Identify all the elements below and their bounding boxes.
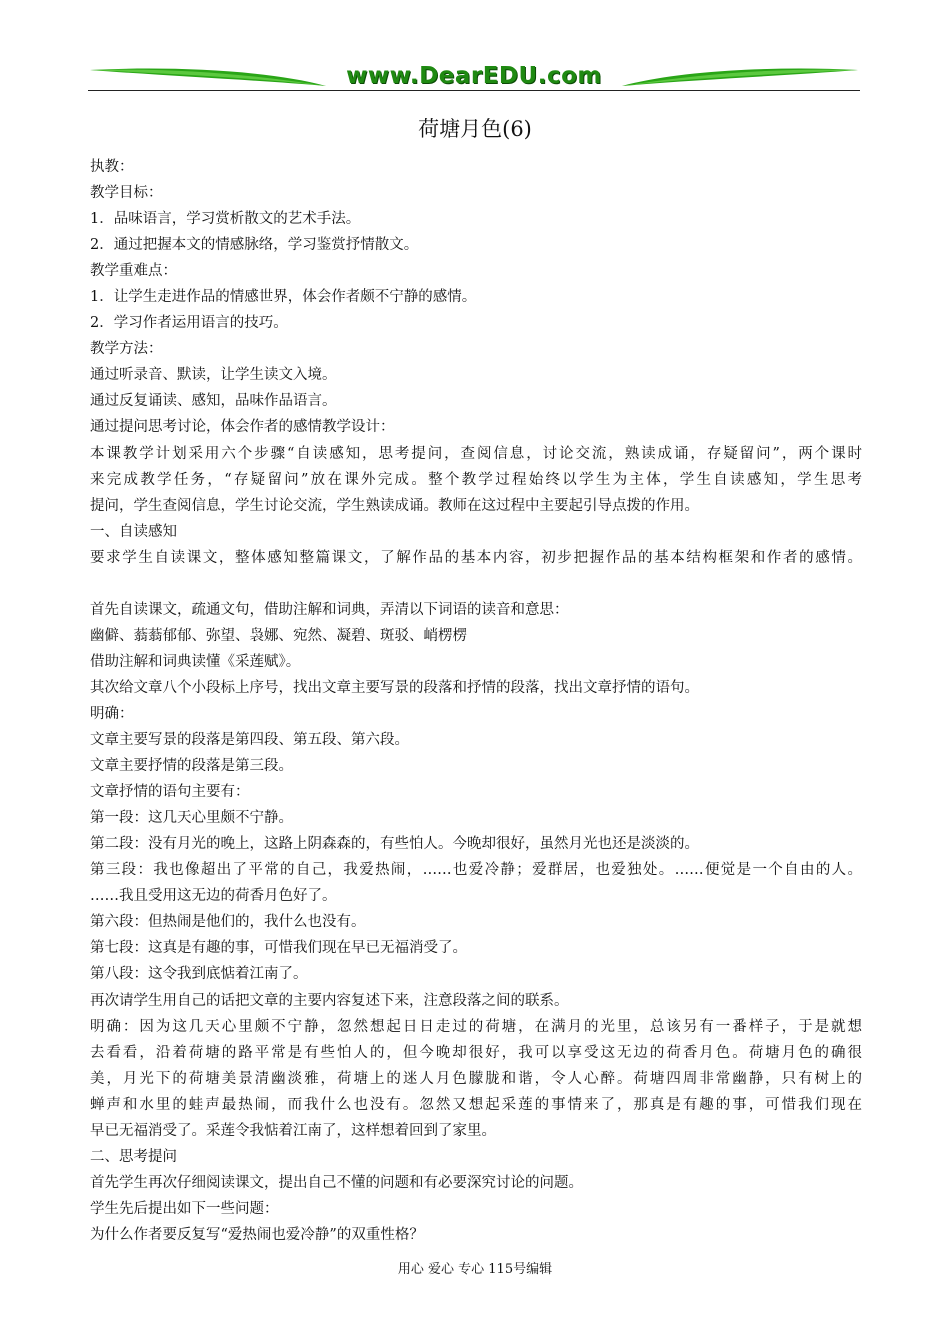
text-line: 为什么作者要反复写“爱热闹也爱冷静”的双重性格？ bbox=[90, 1226, 424, 1243]
text-line: 早已无福消受了。采莲令我惦着江南了，这样想着回到了家里。 bbox=[90, 1122, 496, 1139]
text-line: 美，月光下的荷塘美景清幽淡雅，荷塘上的迷人月色朦胧和谐，令人心醉。荷塘四周非常幽静，只有树上的 bbox=[90, 1070, 862, 1087]
text-line bbox=[90, 571, 862, 597]
text-line: 提问，学生查阅信息，学生讨论交流，学生熟读成诵。教师在这过程中主要起引导点拨的作用。 bbox=[90, 497, 699, 514]
document-body bbox=[90, 154, 862, 1248]
text-line: 文章主要写景的段落是第四段、第五段、第六段。 bbox=[90, 732, 409, 749]
site-logo: www.DearEDU.com bbox=[346, 63, 602, 89]
text-line: 通过反复诵读、感知，品味作品语言。 bbox=[90, 393, 337, 410]
text-line: 通过提问思考讨论，体会作者的感情教学设计： bbox=[90, 419, 395, 436]
text-line: 蝉声和水里的蛙声最热闹，而我什么也没有。忽然又想起采莲的事情来了，那真是有趣的事，可惜我们现在 bbox=[90, 1096, 862, 1113]
text-line: 2．通过把握本文的情感脉络，学习鉴赏抒情散文。 bbox=[90, 237, 419, 254]
text-line: 教学目标： bbox=[90, 185, 163, 202]
text-line: 其次给文章八个小段标上序号，找出文章主要写景的段落和抒情的段落，找出文章抒情的语句。 bbox=[90, 679, 699, 696]
text-line: 1．让学生走进作品的情感世界，体会作者颇不宁静的感情。 bbox=[90, 289, 477, 306]
text-line: 第七段：这真是有趣的事，可惜我们现在早已无福消受了。 bbox=[90, 940, 467, 957]
page-header bbox=[88, 62, 860, 94]
text-line: 教学方法： bbox=[90, 341, 163, 358]
text-line: 要求学生自读课文，整体感知整篇课文，了解作品的基本内容，初步把握作品的基本结构框架和作者的感情。 bbox=[90, 549, 862, 566]
document-title: 荷塘月色(6) bbox=[418, 117, 532, 141]
text-line: 文章主要抒情的段落是第三段。 bbox=[90, 758, 293, 775]
text-line: ……我且受用这无边的荷香月色好了。 bbox=[90, 888, 337, 905]
text-line: 幽僻、蓊蓊郁郁、弥望、袅娜、宛然、凝碧、斑驳、峭楞楞 bbox=[90, 627, 467, 644]
text-line: 一、自读感知 bbox=[90, 523, 177, 540]
header-divider bbox=[88, 90, 860, 91]
text-line: 去看看，沿着荷塘的路平常是有些怕人的，但今晚却很好，我可以享受这无边的荷香月色。荷塘月色的确很 bbox=[90, 1044, 862, 1061]
text-line: 第六段：但热闹是他们的，我什么也没有。 bbox=[90, 914, 366, 931]
text-line: 借助注解和词典读懂《采莲赋》。 bbox=[90, 653, 301, 670]
text-line: 第一段：这几天心里颇不宁静。 bbox=[90, 810, 293, 827]
text-line: 执教： bbox=[90, 159, 134, 175]
text-line: 再次请学生用自己的话把文章的主要内容复述下来，注意段落之间的联系。 bbox=[90, 992, 569, 1009]
text-line: 通过听录音、默读，让学生读文入境。 bbox=[90, 367, 337, 384]
text-line: 明确： bbox=[90, 705, 134, 722]
text-line: 明确：因为这几天心里颇不宁静，忽然想起日日走过的荷塘，在满月的光里，总该另有一番样子，于是就想 bbox=[90, 1018, 862, 1035]
text-line: 第二段：没有月光的晚上，这路上阴森森的，有些怕人。今晚却很好，虽然月光也还是淡淡的。 bbox=[90, 836, 699, 853]
text-line: 文章抒情的语句主要有： bbox=[90, 784, 250, 801]
text-line: 二、思考提问 bbox=[90, 1148, 177, 1165]
text-line: 1．品味语言，学习赏析散文的艺术手法。 bbox=[90, 211, 361, 228]
text-line: 2．学习作者运用语言的技巧。 bbox=[90, 315, 288, 332]
text-line: 首先自读课文，疏通文句，借助注解和词典，弄清以下词语的读音和意思： bbox=[90, 601, 569, 618]
text-line: 首先学生再次仔细阅读课文，提出自己不懂的问题和有必要深究讨论的问题。 bbox=[90, 1174, 583, 1191]
text-line: 学生先后提出如下一些问题： bbox=[90, 1200, 279, 1217]
text-line: 本课教学计划采用六个步骤“自读感知，思考提问，查阅信息，讨论交流，熟读成诵，存疑留问”，两个课时 bbox=[90, 445, 862, 462]
page-footer: 用心 爱心 专心 115号编辑 bbox=[397, 1262, 553, 1277]
text-line: 第三段：我也像超出了平常的自己，我爱热闹，……也爱冷静；爱群居，也爱独处。……便觉是一个自由的人。 bbox=[90, 862, 862, 879]
text-line: 来完成教学任务，“存疑留问”放在课外完成。整个教学过程始终以学生为主体，学生自读感知，学生思考 bbox=[90, 471, 862, 488]
text-line: 第八段：这令我到底惦着江南了。 bbox=[90, 966, 308, 983]
text-line: 教学重难点： bbox=[90, 263, 177, 280]
